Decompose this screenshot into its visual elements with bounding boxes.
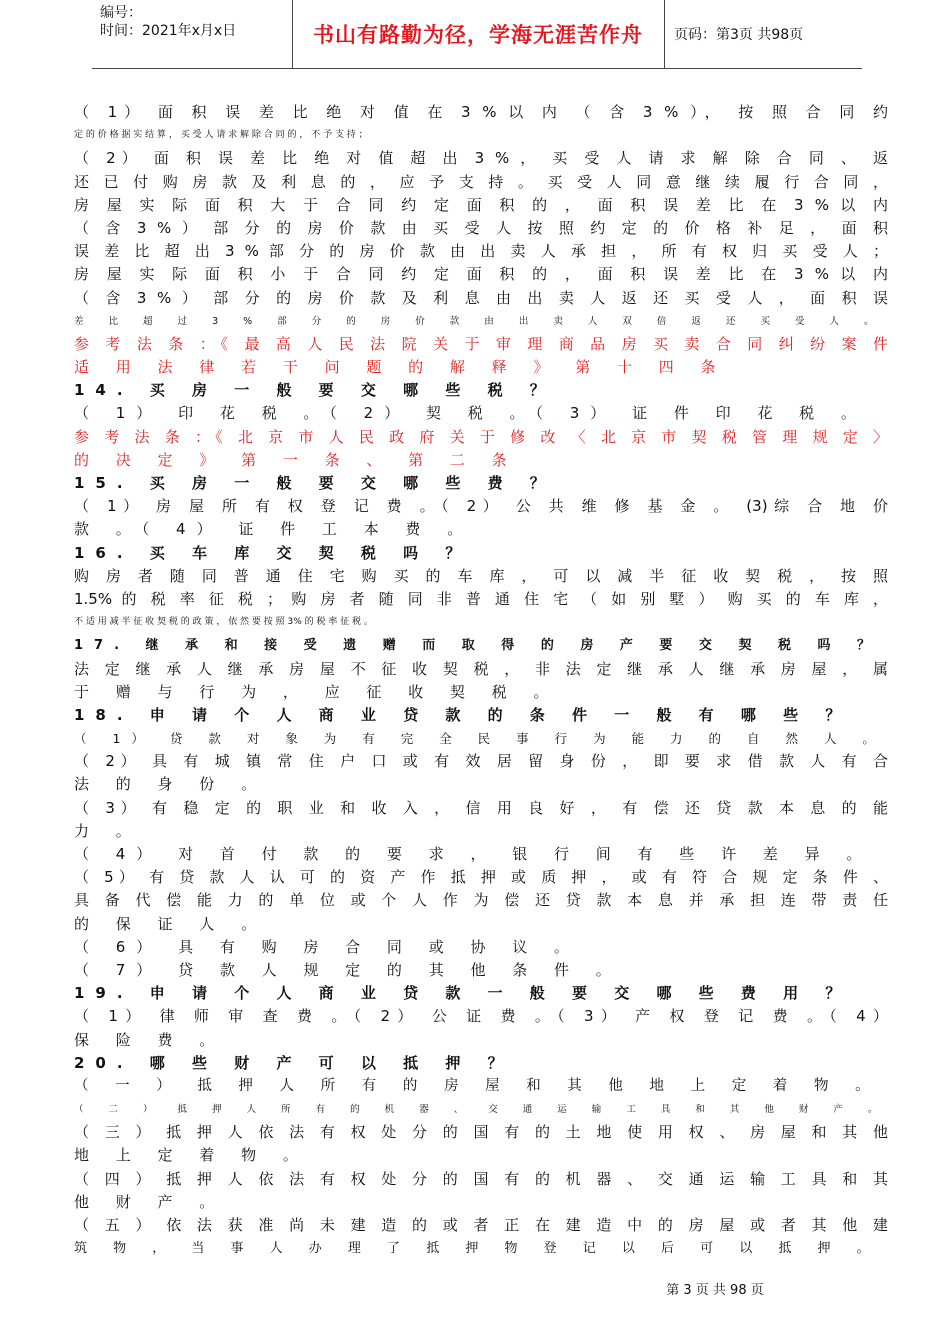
text-line: 15. 买 房 一 般 要 交 哪 些 费 ？: [74, 474, 556, 492]
text-line: 不 适 用 减 半 征 收 契 税 的 政 策 ， 依 然 要 按 照 3% 的 税 率 征 税 。: [74, 617, 373, 628]
header-divider: [664, 0, 665, 68]
text-line: 1.5% 的 税 率 征 税 ； 购 房 者 随 同 非 普 通 住 宅 （ 如 别 墅 ） 购 买 的 车 库 ，: [74, 589, 888, 608]
text-line: 他 财 产 。: [74, 1192, 226, 1211]
text-line: （ 5） 有 贷 款 人 认 可 的 资 产 作 抵 押 或 质 押 ， 或 有 符 合 规 定 条 件 、: [74, 868, 888, 887]
text-line: （ 4） 对 首 付 款 的 要 求 ， 银 行 间 有 些 许 差 异 。: [74, 845, 873, 863]
page-header: [92, 0, 862, 69]
text-line: 筑 物 ， 当 事 人 办 理 了 抵 押 物 登 记 以 后 可 以 抵 押 。: [74, 1241, 881, 1257]
text-line: 参 考 法 条 ：《 北 京 市 人 民 政 府 关 于 修 改 〈 北 京 市 契 税 管 理 规 定 〉: [74, 427, 888, 446]
text-line: （ 1） 房 屋 所 有 权 登 记 费 。（ 2） 公 共 维 修 基 金 。 (3)综 合 地 价: [74, 497, 888, 516]
text-line: 17. 继 承 和 接 受 遗 赠 而 取 得 的 房 产 要 交 契 税 吗 ？: [74, 638, 882, 654]
text-line: （ 3） 有 稳 定 的 职 业 和 收 入 ， 信 用 良 好 ， 有 偿 还 贷 款 本 息 的 能: [74, 798, 888, 817]
text-line: 的 保 证 人 。: [74, 914, 268, 933]
text-line: 参 考 法 条 ：《 最 高 人 民 法 院 关 于 审 理 商 品 房 买 卖 合 同 纠 纷 案 件: [74, 334, 888, 353]
text-line: （ 五 ） 依 法 获 准 尚 未 建 造 的 或 者 正 在 建 造 中 的 房 屋 或 者 其 他 建: [74, 1216, 888, 1234]
text-line: 款 。（ 4） 证 件 工 本 费 。: [74, 520, 474, 539]
text-line: （ 2） 面 积 误 差 比 绝 对 值 超 出 3 % ， 买 受 人 请 求 解 除 合 同 、 返: [74, 149, 888, 168]
text-line: 房 屋 实 际 面 积 小 于 合 同 约 定 面 积 的 ， 面 积 误 差 比 在 3 % 以 内: [74, 265, 888, 284]
text-line: 适 用 法 律 若 干 问 题 的 解 释 》 第 十 四 条: [74, 358, 727, 377]
header-motto: 书山有路勤为径，学海无涯苦作舟: [313, 22, 643, 47]
text-line: （ 1） 律 师 审 查 费 。（ 2） 公 证 费 。（ 3） 产 权 登 记 费 。（ 4）: [74, 1007, 888, 1026]
text-line: （ 二 ） 抵 押 人 所 有 的 机 器 、 交 通 运 输 工 具 和 其 他 财 产 。: [74, 1104, 889, 1116]
text-line: （ 1） 面 积 误 差 比 绝 对 值 在 3 % 以 内 （ 含 3 % ）， 按 照 合 同 约: [74, 103, 888, 121]
text-line: （ 6） 具 有 购 房 合 同 或 协 议 。: [74, 937, 580, 956]
text-line: 购 房 者 随 同 普 通 住 宅 购 买 的 车 库 ， 可 以 减 半 征 收 契 税 ， 按 照: [74, 566, 888, 585]
text-line: 定 的 价 格 据 实 结 算 ， 买 受 人 请 求 解 除 合 同 的 ， 不 予 支 持 ；: [74, 130, 368, 141]
text-line: 还 已 付 购 房 款 及 利 息 的 ， 应 予 支 持 。 买 受 人 同 意 继 续 履 行 合 同 ，: [74, 172, 888, 191]
text-line: （ 三 ） 抵 押 人 依 法 有 权 处 分 的 国 有 的 土 地 使 用 权 、 房 屋 和 其 他: [74, 1123, 888, 1142]
text-line: 20. 哪 些 财 产 可 以 抵 押 ？: [74, 1053, 514, 1072]
text-line: （ 1） 贷 款 对 象 为 有 完 全 民 事 行 为 能 力 的 自 然 人 。: [74, 731, 886, 747]
page-footer: 第 3 页 共 98 页: [666, 1283, 764, 1298]
text-line: 具 备 代 偿 能 力 的 单 位 或 个 人 作 为 偿 还 贷 款 本 息 并 承 担 连 带 责 任: [74, 891, 888, 910]
text-line: 法 定 继 承 人 继 承 房 屋 不 征 收 契 税 ， 非 法 定 继 承 人 继 承 房 屋 ， 属: [74, 659, 888, 678]
text-line: 差 比 超 过 3 % 部 分 的 房 价 款 由 出 卖 人 双 倍 返 还 买 受 人 。: [74, 315, 885, 327]
text-line: （ 2） 具 有 城 镇 常 住 户 口 或 有 效 居 留 身 份 ， 即 要 求 借 款 人 有 合: [74, 752, 888, 771]
text-line: 地 上 定 着 物 。: [74, 1146, 309, 1165]
text-line: 16. 买 车 库 交 契 税 吗 ？: [74, 543, 472, 562]
text-line: 法 的 身 份 。: [74, 775, 268, 794]
text-line: 房 屋 实 际 面 积 大 于 合 同 约 定 面 积 的 ， 面 积 误 差 比 在 3 % 以 内: [74, 195, 888, 214]
text-line: 保 险 费 。: [74, 1030, 226, 1049]
text-line: 的 决 定 》 第 一 条 、 第 二 条: [74, 450, 518, 469]
text-line: （ 含 3 % ） 部 分 的 房 价 款 由 买 受 人 按 照 约 定 的 价 格 补 足 ， 面 积: [74, 218, 888, 237]
text-line: 于 赠 与 行 为 ， 应 征 收 契 税 。: [74, 682, 560, 701]
header-meta: [100, 4, 290, 40]
text-line: 误 差 比 超 出 3 % 部 分 的 房 价 款 由 出 卖 人 承 担 ， 所 有 权 归 买 受 人 ；: [74, 242, 888, 261]
header-page-number: 页码：第3页 共98页: [674, 27, 804, 43]
document-body: [74, 101, 888, 1260]
text-line: 14. 买 房 一 般 要 交 哪 些 税 ？: [74, 381, 556, 400]
text-line: （ 7） 贷 款 人 规 定 的 其 他 条 件 。: [74, 960, 622, 979]
text-line: 19. 申 请 个 人 商 业 贷 款 一 般 要 交 哪 些 费 用 ？: [74, 984, 852, 1003]
text-line: （ 一 ） 抵 押 人 所 有 的 房 屋 和 其 他 地 上 定 着 物 。: [74, 1077, 881, 1094]
text-line: （ 含 3 % ） 部 分 的 房 价 款 及 利 息 由 出 卖 人 返 还 买 受 人 ， 面 积 误: [74, 288, 888, 307]
document-number-label: 编号：: [100, 5, 142, 21]
document-time-label: 时间：2021年x月x日: [100, 23, 237, 39]
text-line: （ 四 ） 抵 押 人 依 法 有 权 处 分 的 国 有 的 机 器 、 交 通 运 输 工 具 和 其: [74, 1169, 888, 1188]
text-line: （ 1） 印 花 税 。（ 2） 契 税 。（ 3） 证 件 印 花 税 。: [74, 404, 867, 423]
text-line: 力 。: [74, 821, 142, 840]
text-line: 18. 申 请 个 人 商 业 贷 款 的 条 件 一 般 有 哪 些 ？: [74, 705, 852, 724]
